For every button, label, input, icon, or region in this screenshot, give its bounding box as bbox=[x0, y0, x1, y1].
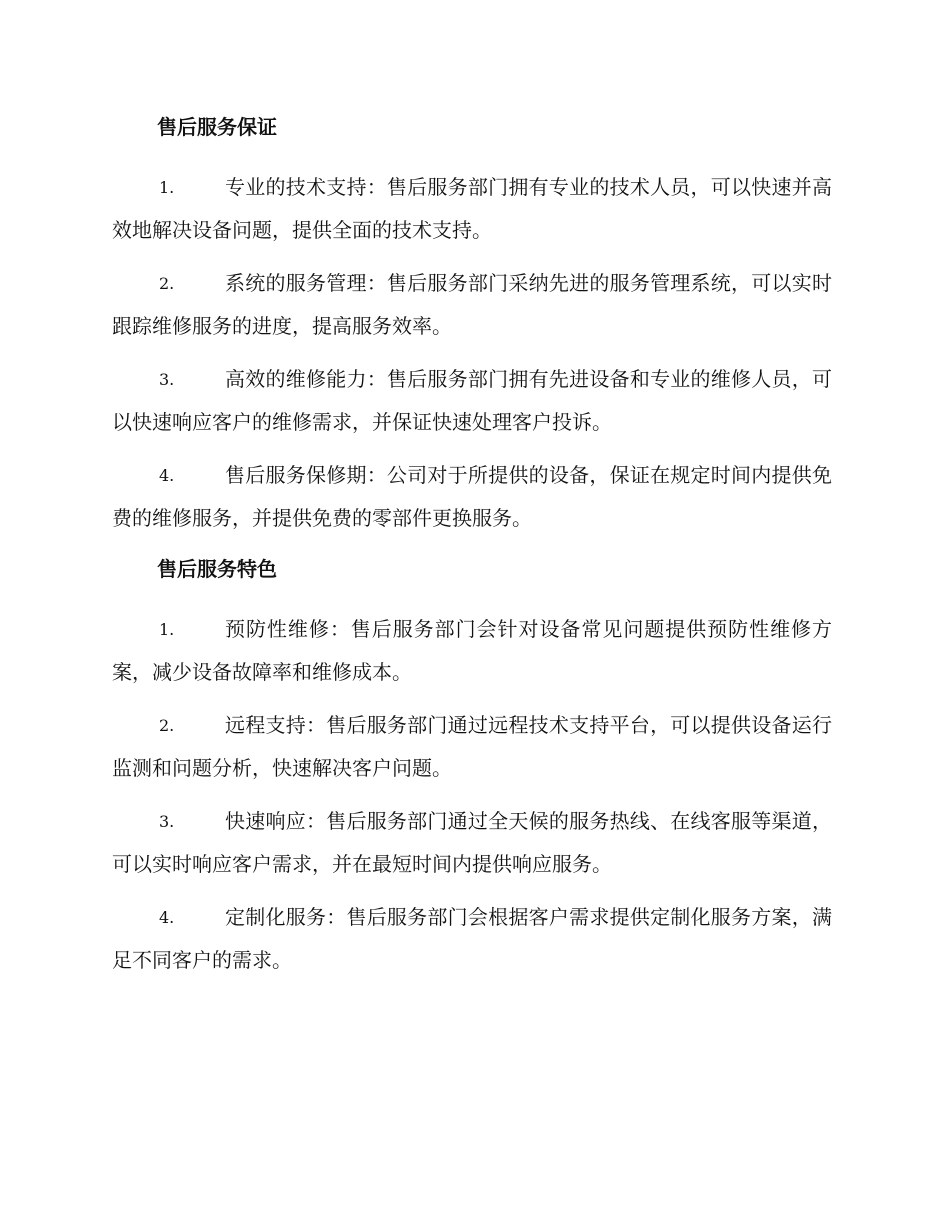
item-text: 售后服务保修期：公司对于所提供的设备，保证在规定时间内提供免费的维修服务，并提供免费的零部件更换服务。 bbox=[112, 463, 832, 530]
list-item bbox=[112, 800, 832, 886]
list-item bbox=[112, 896, 832, 982]
list-item bbox=[112, 262, 832, 348]
section-heading: 售后服务保证 bbox=[157, 115, 277, 139]
item-number: 2. bbox=[159, 716, 175, 735]
section-guarantee bbox=[112, 108, 832, 540]
section-features bbox=[112, 550, 832, 982]
list-item bbox=[112, 608, 832, 694]
item-number: 4. bbox=[159, 466, 175, 485]
item-text: 远程支持：售后服务部门通过远程技术支持平台，可以提供设备运行监测和问题分析，快速解决客户问题。 bbox=[112, 713, 832, 780]
list-item bbox=[112, 166, 832, 252]
item-text: 定制化服务：售后服务部门会根据客户需求提供定制化服务方案，满足不同客户的需求。 bbox=[112, 905, 832, 972]
item-number: 3. bbox=[159, 812, 175, 831]
item-text: 快速响应：售后服务部门通过全天候的服务热线、在线客服等渠道，可以实时响应客户需求，并在最短时间内提供响应服务。 bbox=[112, 809, 832, 876]
item-number: 4. bbox=[159, 908, 175, 927]
item-text: 预防性维修：售后服务部门会针对设备常见问题提供预防性维修方案，减少设备故障率和维修成本。 bbox=[112, 617, 832, 684]
item-text: 专业的技术支持：售后服务部门拥有专业的技术人员，可以快速并高效地解决设备问题，提供全面的技术支持。 bbox=[112, 175, 832, 242]
item-text: 高效的维修能力：售后服务部门拥有先进设备和专业的维修人员，可以快速响应客户的维修需求，并保证快速处理客户投诉。 bbox=[112, 367, 832, 434]
item-number: 1. bbox=[159, 178, 175, 197]
list-item bbox=[112, 454, 832, 540]
item-number: 2. bbox=[159, 274, 175, 293]
section-heading: 售后服务特色 bbox=[157, 557, 277, 581]
list-item bbox=[112, 358, 832, 444]
item-text: 系统的服务管理：售后服务部门采纳先进的服务管理系统，可以实时跟踪维修服务的进度，提高服务效率。 bbox=[112, 271, 832, 338]
list-item bbox=[112, 704, 832, 790]
item-number: 1. bbox=[159, 620, 175, 639]
item-number: 3. bbox=[159, 370, 175, 389]
